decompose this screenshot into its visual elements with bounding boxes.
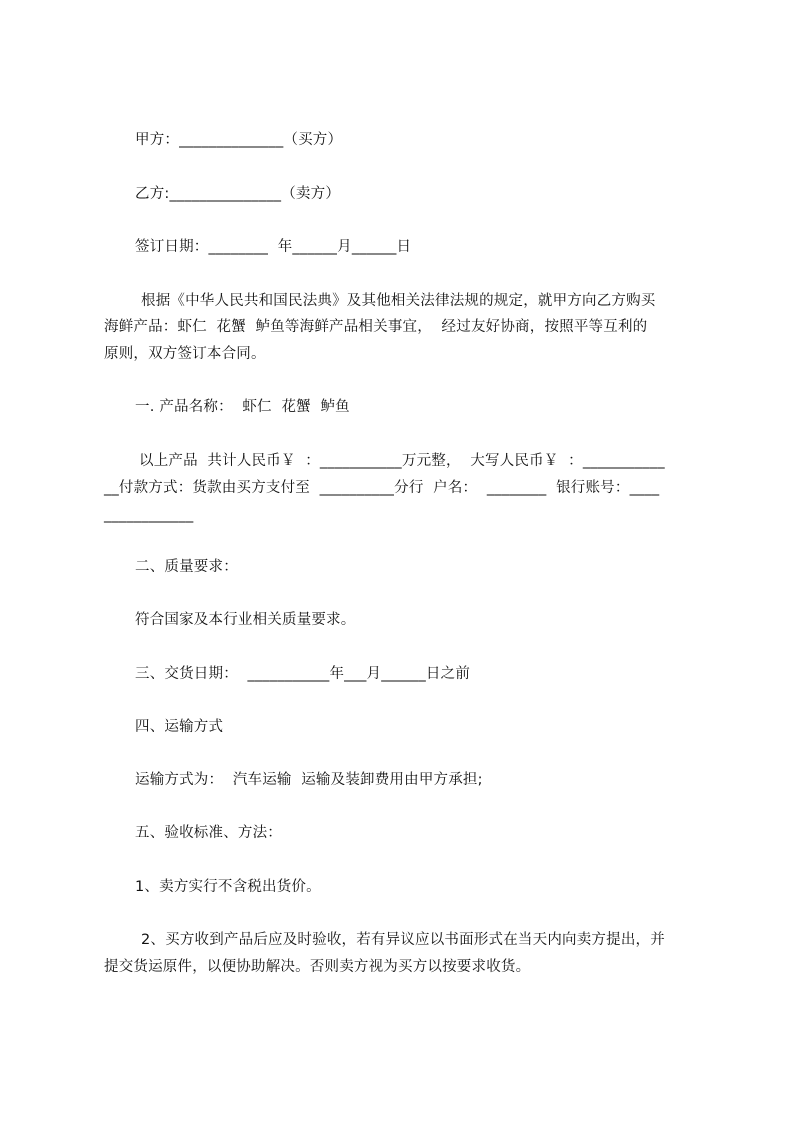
preamble-line-2: 海鲜产品：虾仁 花蟹 鲈鱼等海鲜产品相关事宜， 经过友好协商，按照平等互利的 [104,319,648,335]
preamble-line-3: 原则，双方签订本合同。 [104,346,266,362]
section-2-body: 符合国家及本行业相关质量要求。 [135,612,356,628]
section-4-body: 运输方式为： 汽车运输 运输及装卸费用由甲方承担; [135,772,483,788]
section-1-title: 一. 产品名称： 虾仁 花蟹 鲈鱼 [135,399,350,415]
section-2-title: 二、质量要求： [135,559,238,575]
section-3-title: 三、交货日期： ___________年___月______日之前 [135,666,471,682]
section-5-title: 五、验收标准、方法： [135,825,282,841]
party-b-line: 乙方:_______________（卖方） [135,186,341,202]
section-4-title: 四、运输方式 [135,719,224,735]
section-5-item-2-line-1: 2、买方收到产品后应及时验收，若有异议应以书面形式在当天内向卖方提出，并 [141,932,665,948]
payment-line-3: ____________ [104,507,194,523]
payment-line-2: __付款方式：货款由买方支付至 __________分行 户名： ________ 银行账号：____ [104,480,660,496]
preamble-line-1: 根据《中华人民共和国民法典》及其他相关法律法规的规定，就甲方向乙方购买 [141,293,656,309]
party-a-line: 甲方：______________（买方） [135,132,343,148]
section-5-item-1: 1、卖方实行不含税出货价。 [135,879,321,895]
section-5-item-2-line-2: 提交货运原件，以便协助解决。否则卖方视为买方以按要求收货。 [104,959,531,975]
payment-line-1: 以上产品 共计人民币￥ ：___________万元整， 大写人民币￥ ：___________ [139,453,665,469]
sign-date-line: 签订日期：________ 年______月______日 [135,239,412,255]
